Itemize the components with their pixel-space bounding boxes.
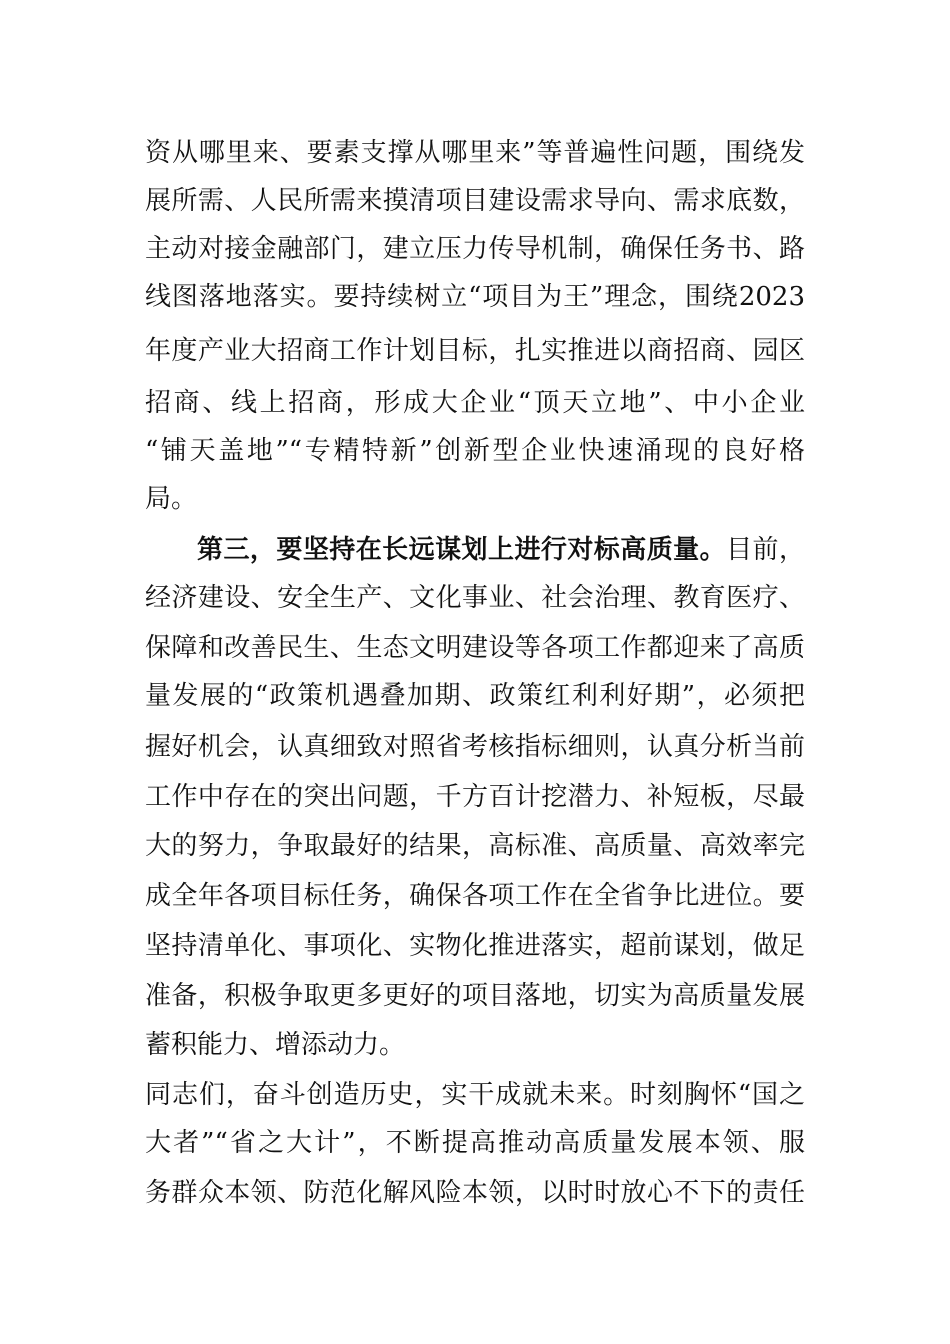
- paragraph-1-line-7: “铺天盖地”“专精特新”创新型企业快速涌现的良好格: [145, 436, 805, 466]
- paragraph-1-line-3: 主动对接金融部门，建立压力传导机制，确保任务书、路: [145, 234, 805, 264]
- paragraph-1-line-8: 局。: [145, 484, 198, 514]
- paragraph-2-line-6: 工作中存在的突出问题，千方百计挖潜力、补短板，尽最: [145, 782, 805, 812]
- paragraph-1-line-6: 招商、线上招商，形成大企业“顶天立地”、中小企业: [145, 388, 805, 418]
- paragraph-3-line-2: 大者”“省之大计”，不断提高推动高质量发展本领、服: [145, 1128, 805, 1158]
- paragraph-2-line-5: 握好机会，认真细致对照省考核指标细则，认真分析当前: [145, 732, 805, 762]
- paragraph-2-line-1: [197, 525, 805, 575]
- paragraph-3-line-3: 务群众本领、防范化解风险本领，以时时放心不下的责任: [145, 1178, 805, 1208]
- paragraph-2-line-3: 保障和改善民生、生态文明建设等各项工作都迎来了高质: [145, 633, 805, 663]
- paragraph-2-line-4: 量发展的“政策机遇叠加期、政策红利利好期”，必须把: [145, 681, 805, 711]
- paragraph-2-line-11: 蓄积能力、增添动力。: [145, 1030, 406, 1060]
- paragraph-2-line-10: 准备，积极争取更多更好的项目落地，切实为高质量发展: [145, 981, 805, 1011]
- paragraph-2-line-9: 坚持清单化、事项化、实物化推进落实，超前谋划，做足: [145, 931, 805, 961]
- paragraph-2-line-1-rest: 目前，: [726, 535, 805, 565]
- paragraph-1-line-2: 展所需、人民所需来摸清项目建设需求导向、需求底数，: [145, 186, 805, 216]
- paragraph-3-line-1: 同志们，奋斗创造历史，实干成就未来。时刻胸怀“国之: [145, 1080, 805, 1110]
- paragraph-1-line-1: 资从哪里来、要素支撑从哪里来”等普遍性问题，围绕发: [145, 138, 805, 168]
- paragraph-2-line-7: 大的努力，争取最好的结果，高标准、高质量、高效率完: [145, 831, 805, 861]
- paragraph-1-line-4: 线图落地落实。要持续树立“项目为王”理念，围绕2023: [145, 282, 805, 312]
- section-heading: 第三，要坚持在长远谋划上进行对标高质量。: [197, 535, 727, 565]
- paragraph-1-line-5: 年度产业大招商工作计划目标，扎实推进以商招商、园区: [145, 336, 805, 366]
- paragraph-2-line-2: 经济建设、安全生产、文化事业、社会治理、教育医疗、: [145, 583, 805, 613]
- paragraph-2-line-8: 成全年各项目标任务，确保各项工作在全省争比进位。要: [145, 881, 805, 911]
